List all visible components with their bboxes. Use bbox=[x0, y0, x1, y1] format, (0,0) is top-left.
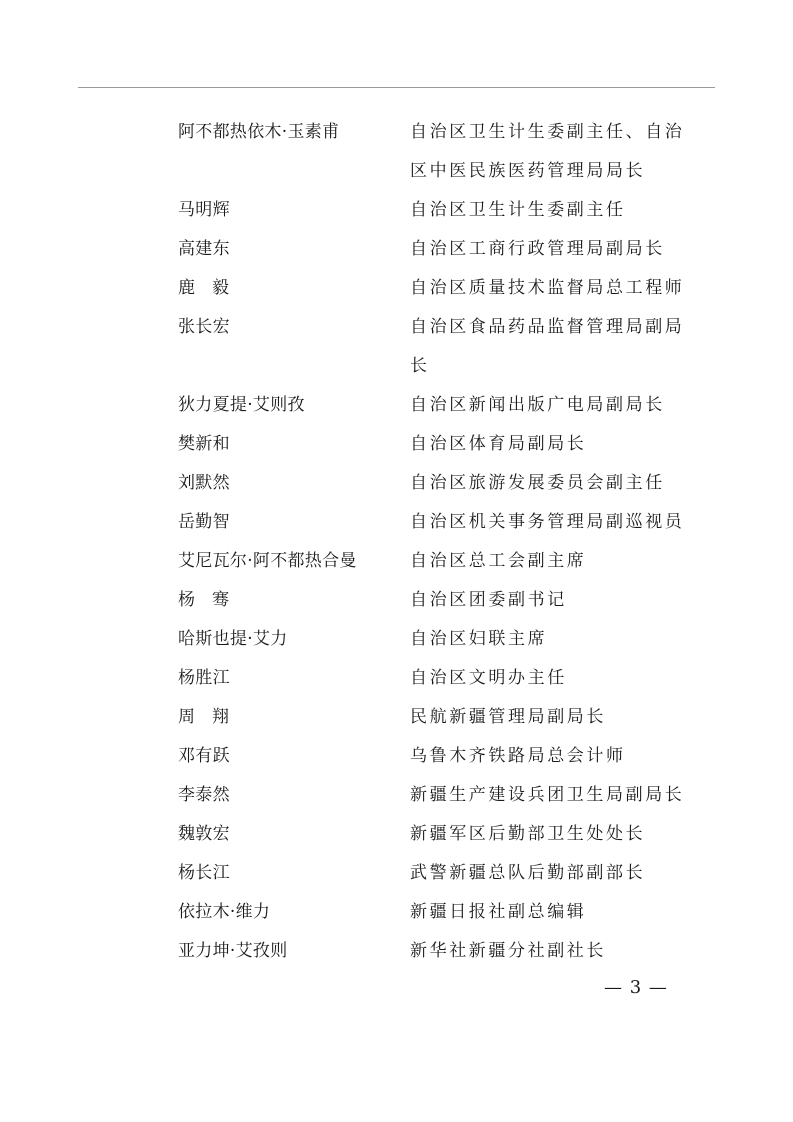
member-title: 自治区文明办主任 bbox=[410, 667, 567, 688]
member-name: 刘默然 bbox=[178, 473, 230, 493]
member-title: 自治区团委副书记 bbox=[410, 589, 567, 610]
member-title: 自治区体育局副局长 bbox=[410, 433, 587, 454]
list-item bbox=[0, 742, 793, 770]
page-number: — 3 — bbox=[604, 977, 668, 998]
list-item bbox=[0, 118, 793, 185]
list-item bbox=[0, 625, 793, 653]
member-name: 杨胜江 bbox=[178, 668, 230, 688]
member-name: 邓有跃 bbox=[178, 746, 230, 766]
list-item bbox=[0, 859, 793, 887]
member-name: 张长宏 bbox=[178, 317, 230, 337]
member-name: 鹿 毅 bbox=[178, 278, 229, 298]
member-title: 民航新疆管理局副局长 bbox=[410, 706, 606, 727]
list-item bbox=[0, 274, 793, 302]
member-title: 自治区总工会副主席 bbox=[410, 550, 587, 571]
list-item bbox=[0, 430, 793, 458]
member-title: 自治区机关事务管理局副巡视员 bbox=[410, 511, 685, 532]
member-name: 樊新和 bbox=[178, 434, 230, 454]
member-name: 依拉木·维力 bbox=[178, 902, 271, 922]
list-item bbox=[0, 196, 793, 224]
member-title: 新疆军区后勤部卫生处处长 bbox=[410, 823, 646, 844]
member-title: 乌鲁木齐铁路局总会计师 bbox=[410, 745, 626, 766]
member-title: 自治区新闻出版广电局副局长 bbox=[410, 394, 665, 415]
list-item bbox=[0, 937, 793, 965]
list-item bbox=[0, 313, 793, 380]
member-name: 亚力坤·艾孜则 bbox=[178, 941, 288, 961]
member-name: 哈斯也提·艾力 bbox=[178, 629, 288, 649]
member-name: 艾尼瓦尔·阿不都热合曼 bbox=[178, 551, 357, 571]
member-roster bbox=[0, 118, 793, 976]
list-item bbox=[0, 235, 793, 263]
member-name: 魏敦宏 bbox=[178, 824, 230, 844]
member-title: 自治区卫生计生委副主任 bbox=[410, 199, 626, 220]
list-item bbox=[0, 469, 793, 497]
list-item bbox=[0, 391, 793, 419]
member-name: 周 翔 bbox=[178, 707, 229, 727]
member-title: 自治区妇联主席 bbox=[410, 628, 548, 649]
list-item bbox=[0, 547, 793, 575]
list-item bbox=[0, 820, 793, 848]
member-title: 自治区旅游发展委员会副主任 bbox=[410, 472, 665, 493]
header-rule bbox=[78, 87, 715, 88]
member-name: 杨 骞 bbox=[178, 590, 229, 610]
member-title: 武警新疆总队后勤部副部长 bbox=[410, 862, 646, 883]
member-title: 自治区质量技术监督局总工程师 bbox=[410, 277, 685, 298]
member-title: 新疆生产建设兵团卫生局副局长 bbox=[410, 784, 685, 805]
list-item bbox=[0, 664, 793, 692]
list-item bbox=[0, 508, 793, 536]
member-name: 马明辉 bbox=[178, 200, 230, 220]
member-title: 自治区工商行政管理局副局长 bbox=[410, 238, 665, 259]
member-name: 阿不都热依木·玉素甫 bbox=[178, 122, 340, 142]
member-title: 新华社新疆分社副社长 bbox=[410, 940, 606, 961]
list-item bbox=[0, 781, 793, 809]
member-title: 自治区卫生计生委副主任、自治区中医民族医药管理局局长 bbox=[410, 121, 685, 181]
member-title: 新疆日报社副总编辑 bbox=[410, 901, 587, 922]
member-title: 自治区食品药品监督管理局副局长 bbox=[410, 316, 685, 376]
member-name: 李泰然 bbox=[178, 785, 230, 805]
list-item bbox=[0, 703, 793, 731]
member-name: 岳勤智 bbox=[178, 512, 230, 532]
member-name: 狄力夏提·艾则孜 bbox=[178, 395, 305, 415]
member-name: 高建东 bbox=[178, 239, 230, 259]
list-item bbox=[0, 898, 793, 926]
list-item bbox=[0, 586, 793, 614]
member-name: 杨长江 bbox=[178, 863, 230, 883]
